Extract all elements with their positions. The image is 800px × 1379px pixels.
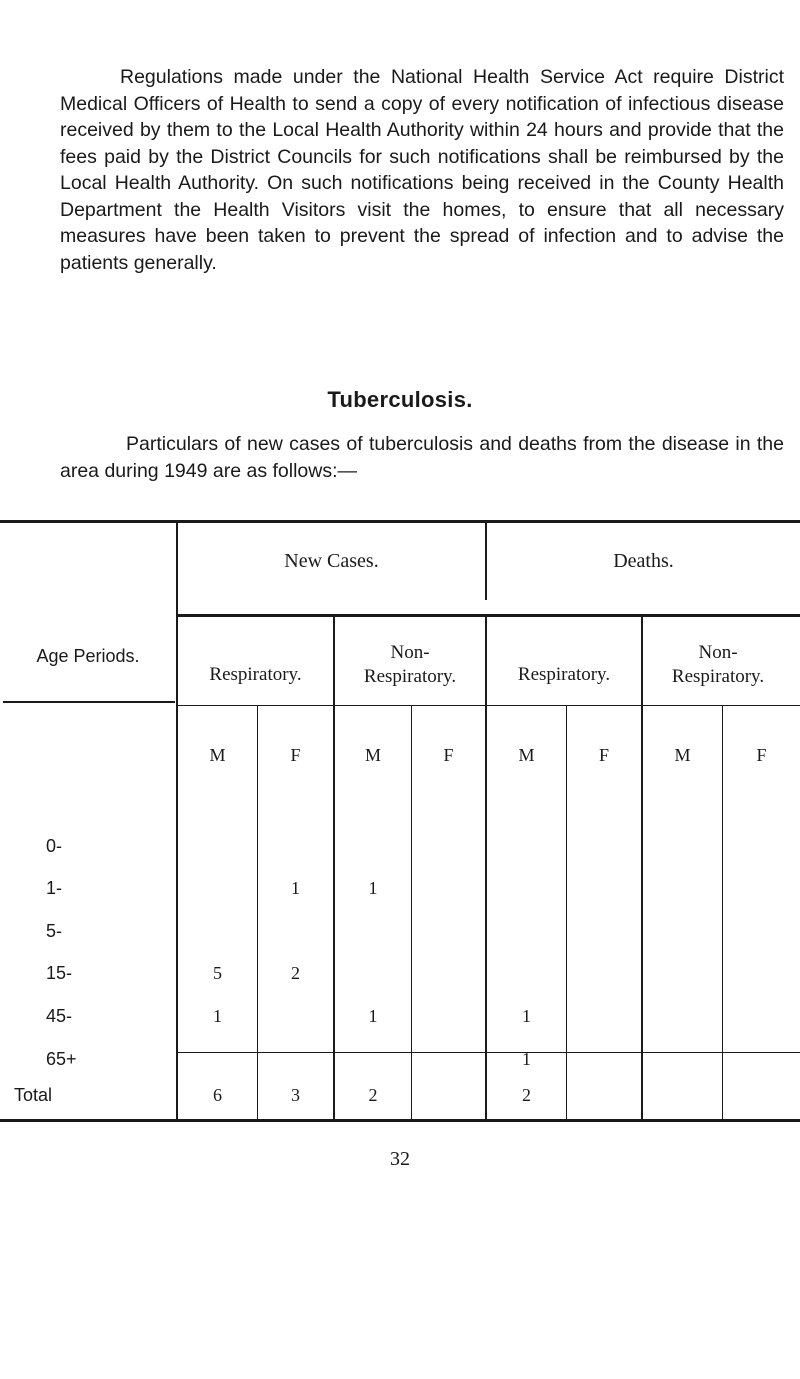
table-bottom-rule — [0, 1119, 800, 1122]
table-intro: Particulars of new cases of tuberculosis and deaths from the disease in the area during 1949 are as follows:— — [60, 433, 784, 482]
section-heading: Tuberculosis. — [327, 387, 473, 412]
new-nonresp-line2: Respiratory. — [363, 666, 457, 687]
new-nonresp-header — [335, 641, 485, 689]
mf-divider-1 — [257, 705, 258, 1122]
sex-f: F — [598, 745, 609, 765]
subheader-rule — [177, 705, 800, 706]
row-label-r4: 45- — [46, 1006, 73, 1026]
cell-r4-4: 1 — [522, 1006, 531, 1026]
row-label-r1: 1- — [46, 878, 63, 898]
new-cases-divider — [333, 614, 335, 1122]
group-divider-rule — [177, 614, 800, 617]
table-top-rule — [0, 520, 800, 523]
cell-r1-2: 1 — [368, 878, 378, 898]
mf-divider-3 — [566, 705, 567, 1122]
sex-m: M — [364, 745, 381, 765]
deaths-header: Deaths. — [613, 550, 674, 572]
deaths-nonresp-line1: Non- — [698, 642, 738, 663]
row-label-r2: 5- — [46, 921, 63, 941]
cell-r3-1: 2 — [291, 963, 300, 983]
deaths-nonresp-header — [619, 641, 800, 689]
cell-r5-4: 1 — [522, 1049, 531, 1069]
cell-total-0: 6 — [213, 1085, 222, 1105]
cell-total-1: 3 — [291, 1085, 300, 1105]
age-header-rule — [3, 701, 175, 703]
cell-total-4: 2 — [522, 1085, 531, 1105]
new-resp-header: Respiratory. — [209, 664, 302, 685]
deaths-nonresp-line2: Respiratory. — [671, 666, 765, 687]
row-label-total: Total — [14, 1085, 53, 1105]
age-column-rule — [176, 520, 178, 1122]
new-cases-header: New Cases. — [284, 550, 379, 572]
cell-r3-0: 5 — [213, 963, 222, 983]
deaths-resp-header: Respiratory. — [517, 664, 611, 685]
sex-m: M — [209, 745, 226, 765]
mf-divider-4 — [722, 705, 723, 1122]
sex-f: F — [443, 745, 454, 765]
sex-f: F — [756, 745, 767, 765]
new-nonresp-line1: Non- — [390, 642, 430, 663]
sex-f: F — [290, 745, 301, 765]
mf-divider-2 — [411, 705, 412, 1122]
cell-r4-2: 1 — [368, 1006, 378, 1026]
cell-r4-0: 1 — [213, 1006, 222, 1026]
deaths-divider — [485, 614, 487, 1122]
row-label-r3: 15- — [46, 963, 73, 983]
row-label-r5: 65+ — [46, 1049, 77, 1069]
deaths-nonresp-divider — [641, 614, 643, 1122]
age-periods-label: Age Periods. — [36, 646, 140, 666]
page-number: 32 — [390, 1148, 410, 1170]
intro-paragraph: Regulations made under the National Health Service Act require District Medical Officers of Health to send a copy of every notification of infectious disease received by them to the Local Health Authority within 24 hours and provide that the fees paid by the District Councils for such notifications shall be reimbursed by the Local Health Authority. On such notifications being received in the County Health Department the Health Visitors visit the homes, to ensure that all necessary measures have been taken to prevent the spread of infection and to advise the patients generally. — [60, 66, 784, 274]
tuberculosis-table — [0, 520, 800, 1126]
sex-m: M — [674, 745, 691, 765]
sex-m: M — [518, 745, 535, 765]
cell-r1-1: 1 — [291, 878, 300, 898]
cell-total-2: 2 — [368, 1085, 378, 1105]
row-label-r0: 0- — [46, 836, 63, 856]
age-periods-header — [0, 646, 176, 667]
